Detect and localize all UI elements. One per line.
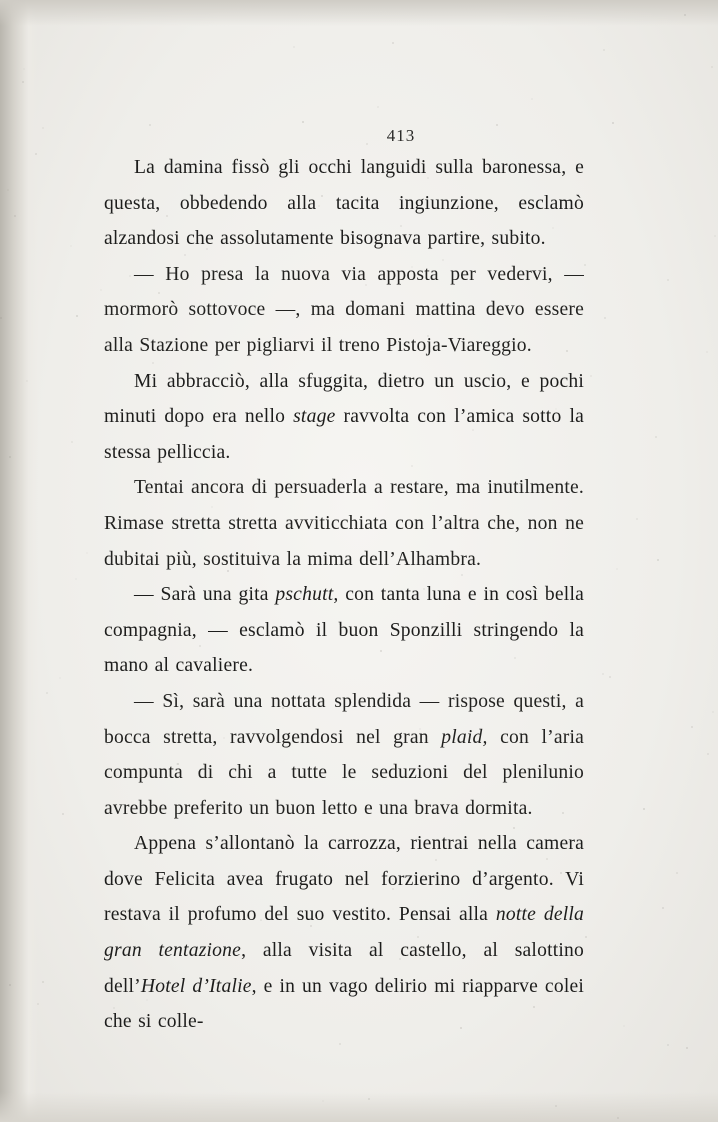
scan-speck xyxy=(75,578,77,580)
text-run: — Ho presa la nuova via apposta per vedervi, — mormorò sottovoce —, ma domani mattina devo essere alla Stazione per pigliarvi il treno Pistoja-Viareggio. xyxy=(104,263,584,356)
scan-speck xyxy=(667,279,669,281)
page-number: 413 xyxy=(386,126,416,145)
scan-speck xyxy=(37,1003,39,1005)
scan-speck xyxy=(676,872,678,874)
page-top-shadow xyxy=(0,0,718,26)
scan-speck xyxy=(617,1117,619,1119)
scan-speck xyxy=(707,753,709,755)
scan-speck xyxy=(643,808,645,810)
scan-speck xyxy=(714,235,716,237)
paragraph xyxy=(104,257,584,364)
scan-speck xyxy=(302,121,304,123)
scan-speck xyxy=(23,68,25,70)
scan-speck xyxy=(100,289,102,291)
scan-speck xyxy=(657,559,659,561)
scan-speck xyxy=(7,189,9,191)
scan-speck xyxy=(14,215,16,217)
text-run: — Sarà una gita xyxy=(134,584,276,606)
scan-speck xyxy=(623,1025,625,1027)
scan-speck xyxy=(322,1100,324,1102)
text-run: Mi abbracciò, alla sfuggita, dietro un uscio, e pochi minuti dopo era nello xyxy=(104,370,584,428)
scan-speck xyxy=(9,984,11,986)
scan-speck xyxy=(35,153,37,155)
scan-speck xyxy=(26,380,28,382)
scan-speck xyxy=(531,98,533,100)
paragraph xyxy=(104,826,584,1040)
scan-speck xyxy=(604,317,606,319)
scan-speck xyxy=(555,1105,557,1107)
paragraph xyxy=(104,470,584,577)
page-gutter-shadow xyxy=(0,0,38,1122)
scan-speck xyxy=(293,46,295,48)
scan-speck xyxy=(62,813,64,815)
scan-speck xyxy=(86,552,88,554)
scan-speck xyxy=(46,692,48,694)
scan-speck xyxy=(711,66,713,68)
scan-speck xyxy=(706,351,708,353)
scan-speck xyxy=(686,1047,688,1049)
scan-speck xyxy=(377,106,379,108)
scan-speck xyxy=(585,936,587,938)
scan-speck xyxy=(584,264,586,266)
paragraph xyxy=(104,364,584,471)
page-bottom-shadow xyxy=(0,1092,718,1122)
paragraph xyxy=(104,150,584,257)
emphasized-text: pschutt, xyxy=(275,584,339,606)
scan-speck xyxy=(684,14,686,16)
text-run: ravvolta con l’amica sotto la stessa pelliccia. xyxy=(104,406,585,463)
scan-speck xyxy=(691,726,693,728)
scan-speck xyxy=(0,317,2,319)
text-run: con l’aria compunta di chi a tutte le seduzioni del plenilunio avrebbe preferito un buon letto e una brava dormita. xyxy=(104,726,584,819)
scan-speck xyxy=(71,441,73,443)
text-run: , alla visita al castello, al salottino dell’ xyxy=(104,940,585,997)
paragraph xyxy=(104,684,584,826)
scan-speck xyxy=(603,49,605,51)
scan-speck xyxy=(368,1098,370,1100)
scan-speck xyxy=(655,436,657,438)
scan-speck xyxy=(339,1043,341,1045)
text-run: La damina fissò gli occhi languidi sulla baronessa, e questa, obbedendo alla tacita ingiunzione, esclamò alzandosi che assolutamente bisognava partire, subito. xyxy=(104,157,584,250)
scan-speck xyxy=(76,315,78,317)
scan-speck xyxy=(70,245,72,247)
emphasized-text: plaid, xyxy=(441,726,488,748)
emphasized-text: notte della gran tentazione xyxy=(104,904,584,962)
scan-speck xyxy=(590,375,592,377)
emphasized-text: Hotel d’Italie xyxy=(140,975,252,997)
body-text xyxy=(104,150,584,1040)
scan-speck xyxy=(42,981,44,983)
scan-speck xyxy=(662,907,664,909)
text-run: Appena s’allontanò la carrozza, rientrai nella camera dove Felicita avea frugato nel forzierino d’argento. Vi restava il profumo del suo vestito. Pensai alla xyxy=(104,833,584,926)
text-run: Tentai ancora di persuaderla a restare, ma inutilmente. Rimase stretta stretta avviticchiata con l’altra che, non ne dubitai più, sostituiva la mima dell’Alhambra. xyxy=(104,477,584,570)
scan-speck xyxy=(616,568,618,570)
scan-speck xyxy=(612,122,614,124)
scan-speck xyxy=(636,518,638,520)
text-run: con tanta luna e in così bella compagnia, — esclamò il buon Sponzilli stringendo la mano al cavaliere. xyxy=(104,584,584,677)
text-run: , e in un vago delirio mi riapparve colei che si colle- xyxy=(104,975,584,1033)
scan-speck xyxy=(22,81,24,83)
paragraph xyxy=(104,577,584,684)
scan-speck xyxy=(602,673,604,675)
text-run: — Sì, sarà una nottata splendida — rispose questi, a bocca stretta, ravvolgendosi nel gran xyxy=(104,690,584,748)
scan-speck xyxy=(609,676,611,678)
scan-speck xyxy=(667,1044,669,1046)
scan-speck xyxy=(712,711,714,713)
scan-speck xyxy=(392,42,394,44)
scan-speck xyxy=(9,456,11,458)
emphasized-text: stage xyxy=(293,406,336,428)
scan-speck xyxy=(59,677,61,679)
